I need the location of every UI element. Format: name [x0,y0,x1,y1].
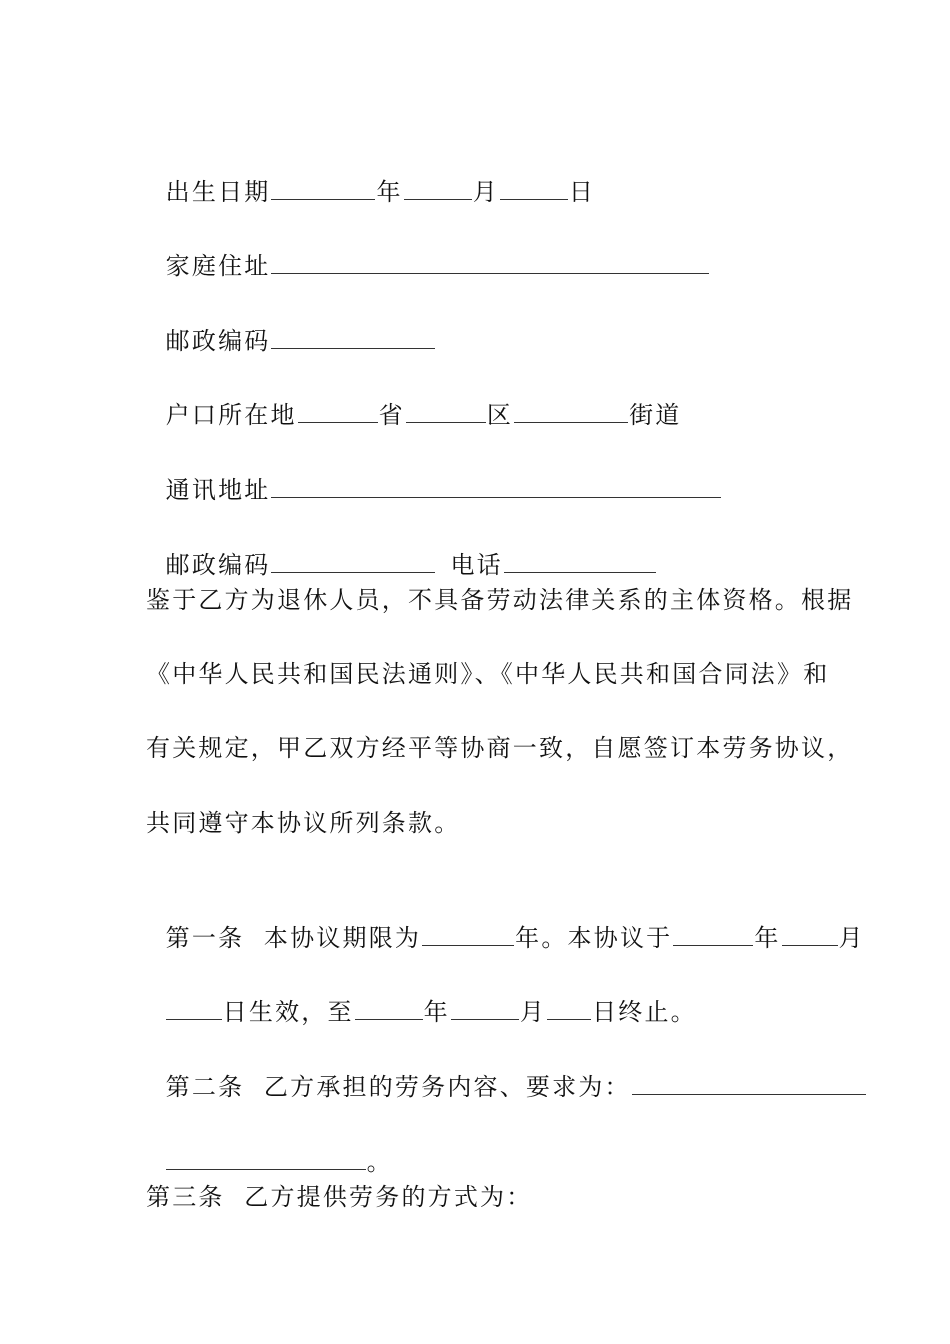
province-unit: 省 [378,401,405,429]
contact-postal-label: 邮政编码 [165,551,271,579]
start-day-text: 日生效，至 [222,998,354,1026]
start-day-field[interactable] [166,993,222,1020]
mail-address-label: 通讯地址 [165,476,271,504]
birth-year-field[interactable] [271,173,375,200]
end-year-unit: 年 [423,998,450,1026]
household-registration-line [146,355,682,429]
article-1-line-1 [146,878,865,952]
mail-address-line [146,430,722,504]
street-field[interactable] [514,396,628,423]
end-day-text: 日终止。 [592,998,697,1026]
birth-month-field[interactable] [404,173,472,200]
end-year-field[interactable] [355,993,423,1020]
contact-line [146,505,657,579]
service-content-field-cont[interactable] [166,1143,366,1170]
end-month-unit: 月 [519,998,547,1026]
phone-label: 电话 [450,551,503,579]
birth-day-unit: 日 [568,178,596,206]
service-content-field[interactable] [632,1068,866,1095]
article-1-prefix: 第一条 本协议期限为 [165,924,422,952]
mail-address-field[interactable] [271,471,721,498]
contact-postal-field[interactable] [271,546,435,573]
birth-year-unit: 年 [376,178,403,206]
postal-code-label: 邮政编码 [165,327,271,355]
postal-code-field[interactable] [271,322,435,349]
postal-code-line [146,281,436,355]
preamble-line-3: 有关规定，甲乙双方经平等协商一致，自愿签订本劳务协议， [146,734,854,762]
end-day-field[interactable] [547,993,591,1020]
article-2-line-1 [146,1027,867,1101]
article-3-line: 第三条 乙方提供劳务的方式为： [146,1183,533,1211]
start-month-unit: 月 [838,924,865,952]
term-years-field[interactable] [422,919,514,946]
preamble-line-4: 共同遵守本协议所列条款。 [146,809,461,837]
province-field[interactable] [298,396,378,423]
home-address-field[interactable] [271,247,709,274]
district-field[interactable] [406,396,486,423]
preamble-line-1: 鉴于乙方为退休人员，不具备劳动法律关系的主体资格。根据 [146,586,854,614]
article-2-text: 第二条 乙方承担的劳务内容、要求为： [165,1073,631,1101]
article-1-line-2 [146,952,697,1026]
home-address-line [146,206,710,280]
birth-month-unit: 月 [472,178,499,206]
phone-field[interactable] [504,546,656,573]
start-year-unit: 年 [754,924,781,952]
district-unit: 区 [486,401,514,429]
birth-date-line [146,132,596,206]
article-2-end: 。 [366,1148,393,1176]
article-1-year-text: 年。本协议于 [515,924,673,952]
street-unit: 街道 [629,401,682,429]
start-year-field[interactable] [673,919,753,946]
birth-date-label: 出生日期 [165,178,271,206]
home-address-label: 家庭住址 [165,252,271,280]
birth-day-field[interactable] [500,173,568,200]
article-2-line-2 [146,1102,393,1176]
start-month-field[interactable] [782,919,838,946]
preamble-line-2: 《中华人民共和国民法通则》、《中华人民共和国合同法》和 [146,660,830,688]
end-month-field[interactable] [451,993,519,1020]
household-label: 户口所在地 [165,401,297,429]
